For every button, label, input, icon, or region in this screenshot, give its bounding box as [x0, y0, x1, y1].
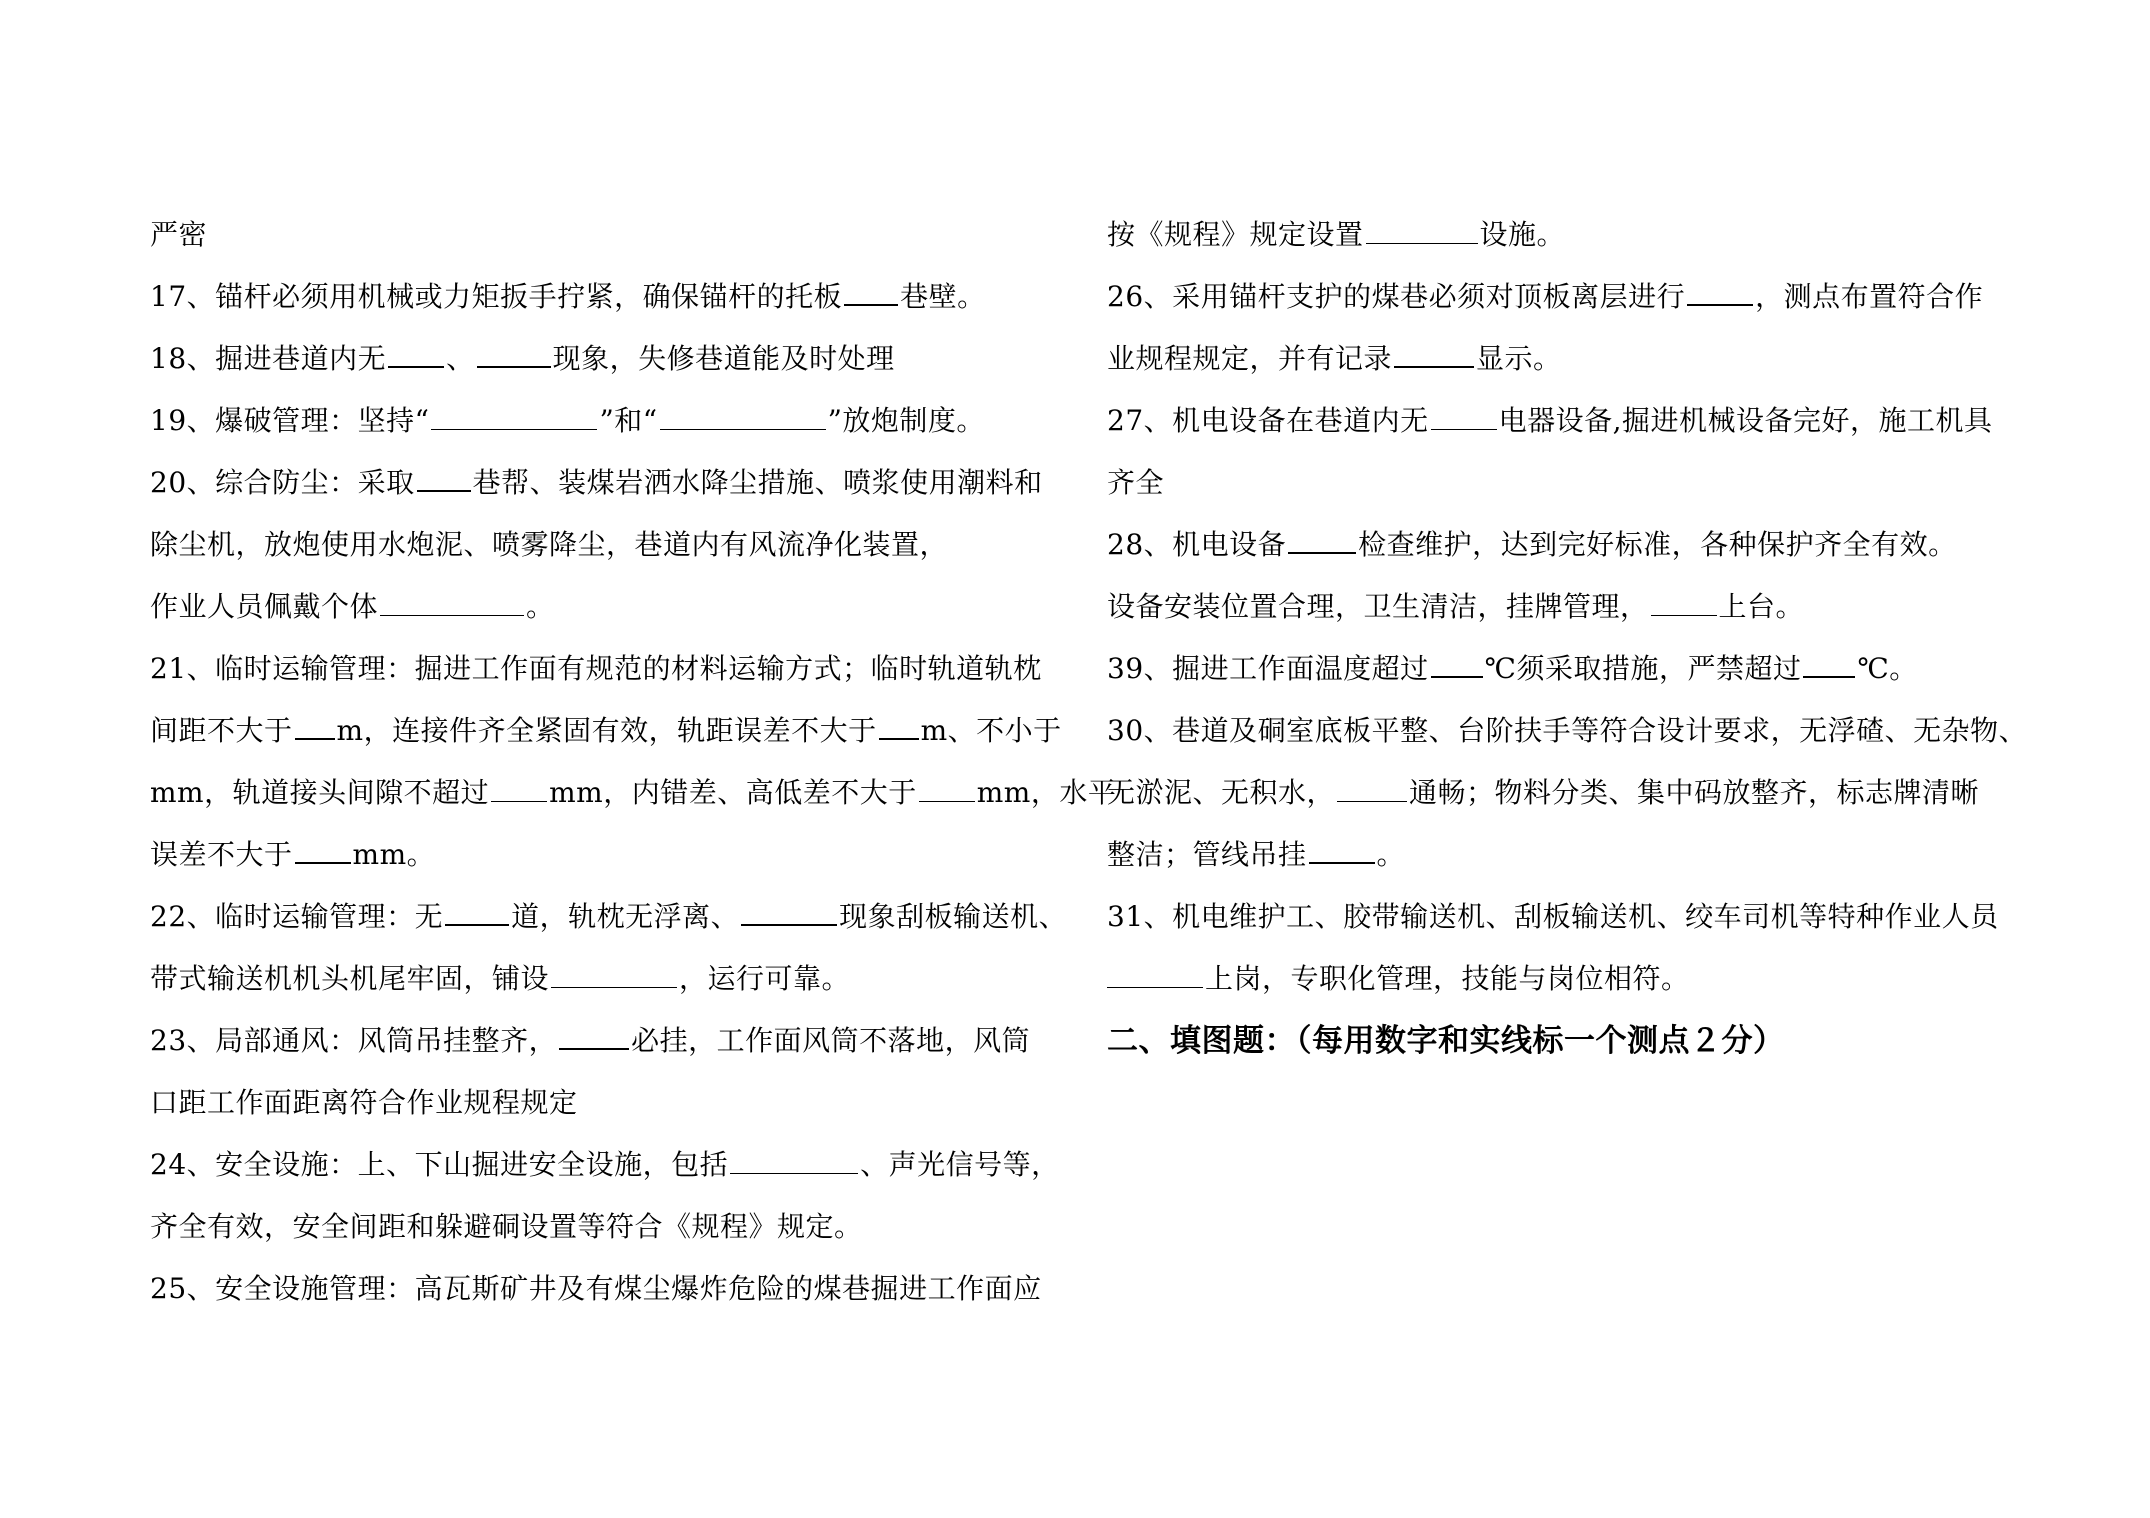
- text: 严密: [150, 218, 208, 251]
- fill-blank[interactable]: [1288, 516, 1356, 554]
- text-line: [150, 514, 1070, 576]
- text: ℃。: [1857, 652, 1918, 685]
- text: 26、采用锚杆支护的煤巷必须对顶板离层进行: [1107, 280, 1686, 313]
- fill-blank[interactable]: [417, 454, 471, 492]
- text: 、声光信号等，: [860, 1148, 1060, 1181]
- text: m、不小于: [920, 714, 1062, 747]
- fill-blank[interactable]: [730, 1137, 858, 1174]
- text: 误差不大于: [150, 838, 293, 871]
- text: 25、安全设施管理：高瓦斯矿井及有煤尘爆炸危险的煤巷掘进工作面应: [150, 1272, 1042, 1305]
- fill-blank[interactable]: [741, 888, 837, 926]
- text: 19、爆破管理：坚持“: [150, 404, 430, 437]
- question-28: [1107, 514, 2027, 576]
- text-line: [150, 576, 1070, 638]
- text: 21、临时运输管理：掘进工作面有规范的材料运输方式；临时轨道轨枕: [150, 652, 1042, 685]
- fill-blank[interactable]: [491, 765, 547, 802]
- fill-blank[interactable]: [1309, 826, 1375, 864]
- text: ，运行可靠。: [679, 962, 851, 995]
- text: 整洁；管线吊挂: [1107, 838, 1307, 871]
- text: mm。: [352, 838, 436, 871]
- text-line: [1107, 452, 2027, 514]
- text: 电器设备,掘进机械设备完好，施工机具: [1498, 404, 1993, 437]
- text-line: [150, 204, 1070, 266]
- text: 口距工作面距离符合作业规程规定: [150, 1086, 578, 1119]
- text-line: [1107, 762, 2027, 824]
- fill-blank[interactable]: [431, 393, 597, 430]
- question-31: [1107, 886, 2027, 948]
- text-line: [150, 1196, 1070, 1258]
- fill-blank[interactable]: [380, 579, 524, 616]
- fill-blank[interactable]: [1687, 268, 1753, 306]
- text: 业规程规定，并有记录: [1107, 342, 1393, 375]
- question-24: [150, 1134, 1070, 1196]
- text: 、: [446, 342, 475, 375]
- text: ”放炮制度。: [827, 404, 985, 437]
- fill-blank[interactable]: [879, 702, 919, 740]
- fill-blank[interactable]: [1431, 640, 1483, 678]
- text: 巷帮、装煤岩洒水降尘措施、喷浆使用潮料和: [472, 466, 1043, 499]
- text: 作业人员佩戴个体: [150, 590, 379, 623]
- text: 显示。: [1476, 342, 1562, 375]
- text: 上岗，专职化管理，技能与岗位相符。: [1205, 962, 1690, 995]
- text: ”和“: [599, 404, 658, 437]
- text: 17、锚杆必须用机械或力矩扳手拧紧，确保锚杆的托板: [150, 280, 843, 313]
- text: ℃须采取措施，严禁超过: [1484, 652, 1802, 685]
- text: 除尘机，放炮使用水炮泥、喷雾降尘，巷道内有风流净化装置，: [150, 528, 949, 561]
- text-line: [150, 762, 1117, 824]
- text: 必挂，工作面风筒不落地，风筒: [631, 1024, 1031, 1057]
- text: 39、掘进工作面温度超过: [1107, 652, 1429, 685]
- text: 设施。: [1479, 218, 1566, 251]
- text: 现象刮板输送机、: [839, 900, 1068, 933]
- text: 22、临时运输管理：无: [150, 900, 444, 933]
- text-line: [1107, 576, 2027, 638]
- question-19: [150, 390, 1070, 452]
- fill-blank[interactable]: [445, 888, 509, 926]
- text-line: [1107, 824, 2027, 886]
- fill-blank[interactable]: [388, 330, 444, 368]
- fill-blank[interactable]: [1803, 640, 1855, 678]
- text: mm，轨道接头间隙不超过: [150, 776, 490, 809]
- right-column: [1107, 204, 2027, 1072]
- text-line: [1107, 204, 2027, 266]
- question-26: [1107, 266, 2027, 328]
- text: 巷壁。: [900, 280, 986, 313]
- text: 检查维护，达到完好标准，各种保护齐全有效。: [1358, 528, 1957, 561]
- text: 上台。: [1718, 590, 1805, 623]
- fill-blank[interactable]: [295, 702, 335, 740]
- text-line: [150, 948, 1070, 1010]
- text-line: [150, 700, 1070, 762]
- fill-blank[interactable]: [551, 951, 677, 988]
- text: 间距不大于: [150, 714, 293, 747]
- text: mm，水平: [976, 776, 1117, 809]
- fill-blank[interactable]: [1366, 207, 1478, 244]
- text: 28、机电设备: [1107, 528, 1287, 561]
- question-30: [1107, 700, 2027, 762]
- fill-blank[interactable]: [1394, 330, 1474, 368]
- fill-blank[interactable]: [295, 826, 351, 864]
- text: 齐全有效，安全间距和躲避硐设置等符合《规程》规定。: [150, 1210, 863, 1243]
- question-20: [150, 452, 1070, 514]
- text: ，测点布置符合作: [1755, 280, 1984, 313]
- fill-blank[interactable]: [1337, 765, 1407, 802]
- left-column: [150, 204, 1117, 1320]
- text: 27、机电设备在巷道内无: [1107, 404, 1429, 437]
- text: 通畅；物料分类、集中码放整齐，标志牌清晰: [1409, 776, 1980, 809]
- text-line: [1107, 328, 2027, 390]
- text: 道，轨枕无浮离、: [511, 900, 740, 933]
- section-heading: 二、填图题：（每用数字和实线标一个测点２分）: [1107, 1023, 1785, 1059]
- text: 。: [526, 590, 555, 623]
- text: 。: [1376, 838, 1406, 871]
- fill-blank[interactable]: [919, 765, 975, 802]
- text-line: [150, 1072, 1070, 1134]
- text: 带式输送机机头机尾牢固，铺设: [150, 962, 550, 995]
- text: 23、局部通风：风筒吊挂整齐，: [150, 1024, 558, 1057]
- fill-blank[interactable]: [1651, 579, 1717, 616]
- text: m，连接件齐全紧固有效，轨距误差不大于: [336, 714, 877, 747]
- question-23: [150, 1010, 1070, 1072]
- question-21: [150, 638, 1070, 700]
- question-39: [1107, 638, 2027, 700]
- text: 现象，失修巷道能及时处理: [552, 342, 895, 375]
- fill-blank[interactable]: [559, 1012, 629, 1050]
- fill-blank[interactable]: [1107, 951, 1203, 988]
- fill-blank[interactable]: [477, 330, 551, 368]
- question-22: [150, 886, 1070, 948]
- text-line: [1107, 948, 2027, 1010]
- text: 24、安全设施：上、下山掘进安全设施，包括: [150, 1148, 729, 1181]
- question-25: [150, 1258, 1070, 1320]
- question-18: [150, 328, 1070, 390]
- text: 20、综合防尘：采取: [150, 466, 415, 499]
- question-17: [150, 266, 1070, 328]
- text: 30、巷道及硐室底板平整、台阶扶手等符合设计要求，无浮碴、无杂物、: [1107, 714, 2028, 747]
- fill-blank[interactable]: [844, 268, 898, 306]
- text: mm，内错差、高低差不大于: [549, 776, 917, 809]
- text: 18、掘进巷道内无: [150, 342, 387, 375]
- text: 31、机电维护工、胶带输送机、刮板输送机、绞车司机等特种作业人员: [1107, 900, 1999, 933]
- text: 设备安装位置合理，卫生清洁，挂牌管理，: [1107, 590, 1649, 623]
- fill-blank[interactable]: [660, 393, 826, 430]
- question-27: [1107, 390, 2027, 452]
- text: 无淤泥、无积水，: [1107, 776, 1336, 809]
- text-line: [150, 824, 1070, 886]
- text: 齐全: [1107, 466, 1165, 499]
- text: 按《规程》规定设置: [1107, 218, 1364, 251]
- fill-blank[interactable]: [1431, 393, 1497, 430]
